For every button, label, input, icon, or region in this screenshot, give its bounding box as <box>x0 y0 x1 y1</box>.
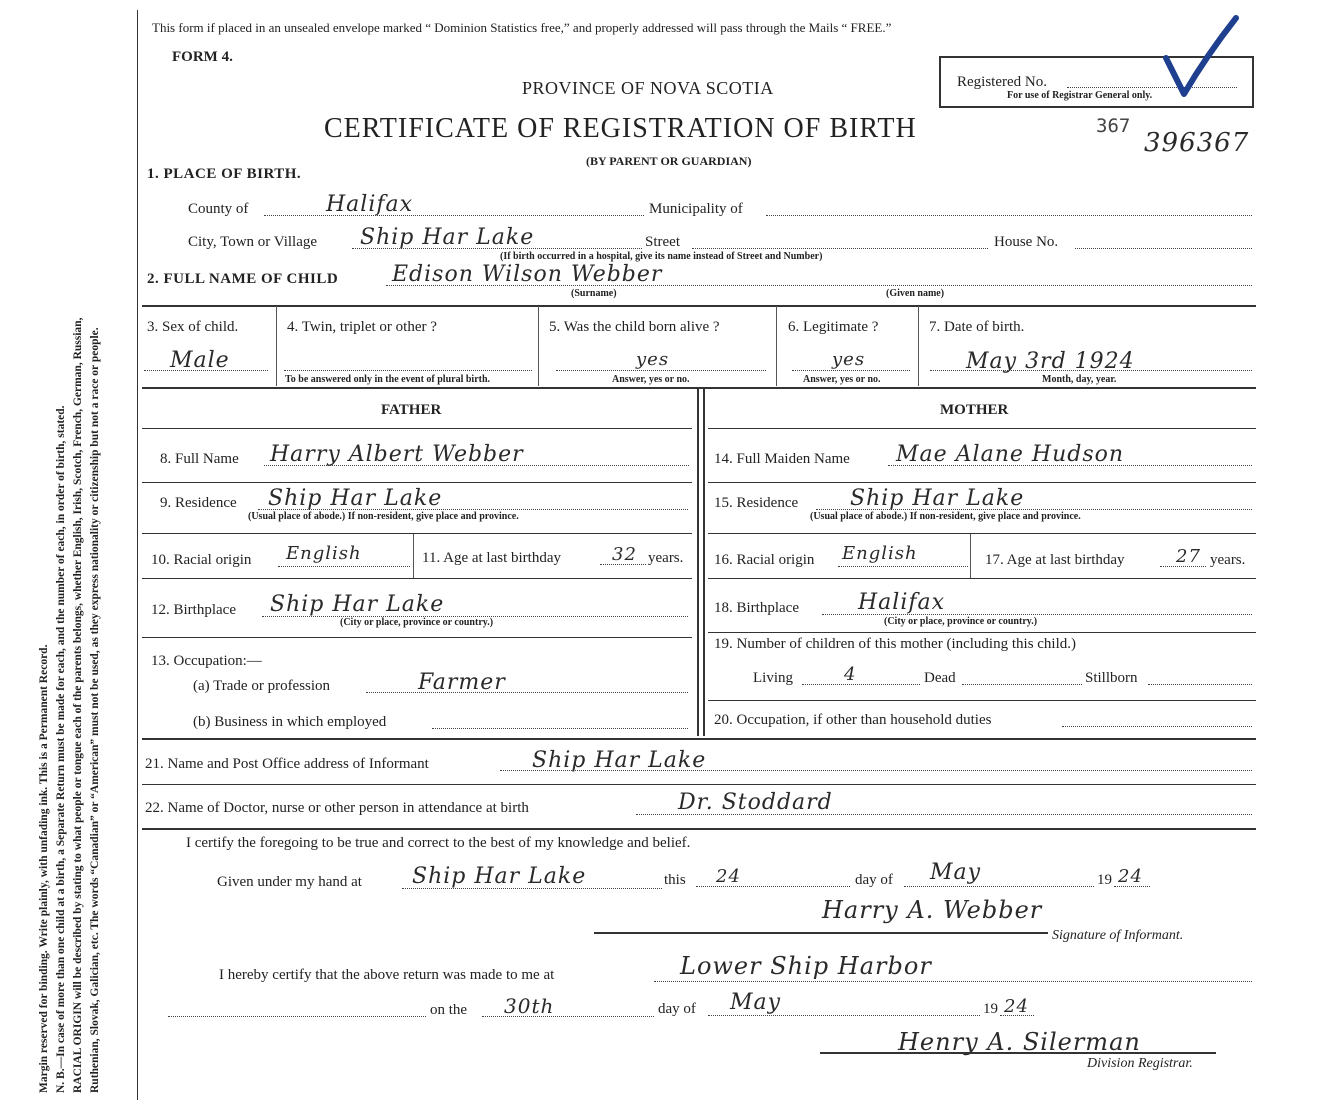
municipality-label: Municipality of <box>649 201 743 217</box>
margin-line-3: RACIAL ORIGIN will be described by stating to what people or tongue each of the parents belongs, whether English, Irish, Scotch, French, German, Russian, <box>72 317 84 1093</box>
registrar-on-label: on the <box>430 1002 468 1018</box>
informant-value: Ship Har Lake <box>532 748 707 773</box>
certificate-subtitle: (BY PARENT OR GUARDIAN) <box>586 154 752 168</box>
margin-line-4: Ruthenian, Slovak, Galician, etc. The words “Canadian” or “American” must not be used, as they express nationality or citizenship but not a race or people. <box>89 327 101 1093</box>
given-year-prefix: 19 <box>1097 872 1112 888</box>
father-residence-value: Ship Har Lake <box>268 486 443 511</box>
living-value: 4 <box>844 664 857 685</box>
mother-residence-label: 15. Residence <box>714 495 799 511</box>
mother-race-label: 16. Racial origin <box>714 552 815 568</box>
full-name-label: 2. FULL NAME OF CHILD <box>147 271 339 287</box>
registrar-year-suffix: 24 <box>1004 996 1029 1017</box>
registered-label: Registered No. <box>957 74 1047 90</box>
sex-value: Male <box>170 348 230 373</box>
binding-margin <box>0 0 140 1107</box>
born-alive-value: yes <box>636 349 670 370</box>
margin-instructions <box>36 13 104 1093</box>
surname-note: (Surname) <box>571 288 617 299</box>
trade-label: (a) Trade or profession <box>193 678 331 694</box>
certificate-title: CERTIFICATE OF REGISTRATION OF BIRTH <box>324 113 917 144</box>
county-label: County of <box>188 201 249 217</box>
checkmark-icon <box>1160 14 1240 104</box>
registrar-place-value: Lower Ship Harbor <box>680 952 932 980</box>
father-name-label: 8. Full Name <box>160 451 239 467</box>
legitimate-value: yes <box>832 349 866 370</box>
mother-birthplace-value: Halifax <box>858 590 946 615</box>
mother-birthplace-label: 18. Birthplace <box>714 600 799 616</box>
house-number-label: House No. <box>994 234 1059 250</box>
mother-age-value: 27 <box>1176 546 1201 567</box>
date-of-birth-note: Month, day, year. <box>1042 374 1117 385</box>
hospital-note: (If birth occurred in a hospital, give its name instead of Street and Number) <box>500 251 823 262</box>
given-day-value: 24 <box>716 866 741 887</box>
sex-label: 3. Sex of child. <box>147 319 239 335</box>
mail-notice: This form if placed in an unsealed envelope marked “ Dominion Statistics free,” and properly addressed will pass through the Mails “ FREE.” <box>152 20 892 35</box>
father-years-label: years. <box>648 550 684 566</box>
father-occupation-label: 13. Occupation:— <box>151 653 262 669</box>
registrar-year-prefix: 19 <box>983 1001 998 1017</box>
registrar-signature-label: Division Registrar. <box>1087 1056 1193 1071</box>
born-alive-label: 5. Was the child born alive ? <box>549 319 720 335</box>
mother-birthplace-note: (City or place, province or country.) <box>884 616 1038 627</box>
mother-residence-note: (Usual place of abode.) If non-resident, give place and province. <box>810 511 1081 522</box>
registered-note: For use of Registrar General only. <box>1007 90 1153 101</box>
father-race-label: 10. Racial origin <box>151 552 252 568</box>
this-label: this <box>664 872 686 888</box>
child-full-name: Edison Wilson Webber <box>392 262 663 287</box>
father-race-value: English <box>286 543 362 564</box>
father-birthplace-note: (City or place, province or country.) <box>340 617 494 628</box>
father-birthplace-value: Ship Har Lake <box>270 592 445 617</box>
given-name-note: (Given name) <box>886 288 945 299</box>
parents-divider <box>697 389 699 736</box>
legitimate-label: 6. Legitimate ? <box>788 319 879 335</box>
registrar-day-value: 30th <box>504 994 555 1018</box>
legitimate-note: Answer, yes or no. <box>803 374 881 385</box>
registrar-month-value: May <box>730 990 782 1015</box>
date-of-birth-value: May 3rd 1924 <box>966 349 1135 374</box>
given-month-value: May <box>930 860 982 885</box>
mother-name-label: 14. Full Maiden Name <box>714 451 850 467</box>
twin-label: 4. Twin, triplet or other ? <box>287 319 437 335</box>
father-residence-note: (Usual place of abode.) If non-resident, give place and province. <box>248 511 519 522</box>
father-name-value: Harry Albert Webber <box>270 442 524 467</box>
margin-rule <box>137 10 138 1100</box>
informant-label: 21. Name and Post Office address of Informant <box>145 756 429 772</box>
informant-signature: Harry A. Webber <box>822 896 1043 924</box>
father-residence-label: 9. Residence <box>160 495 237 511</box>
twin-note: To be answered only in the event of plural birth. <box>285 374 491 385</box>
attendant-label: 22. Name of Doctor, nurse or other person in attendance at birth <box>145 800 529 816</box>
born-alive-note: Answer, yes or no. <box>612 374 690 385</box>
mother-age-label: 17. Age at last birthday <box>985 552 1125 568</box>
mother-heading: MOTHER <box>940 402 1009 418</box>
place-of-birth-label: 1. PLACE OF BIRTH. <box>147 166 302 182</box>
given-dayof-label: day of <box>855 872 893 888</box>
city-value: Ship Har Lake <box>360 225 535 250</box>
mother-name-value: Mae Alane Hudson <box>896 442 1125 467</box>
county-value: Halifax <box>326 192 414 217</box>
city-label: City, Town or Village <box>188 234 318 250</box>
stillborn-label: Stillborn <box>1085 670 1138 686</box>
given-place-value: Ship Har Lake <box>412 864 587 889</box>
stamped-number: 367 <box>1096 115 1131 137</box>
margin-line-1: Margin reserved for binding. Write plainly, with unfading ink. This is a Permanent Record. <box>38 644 50 1093</box>
mother-years-label: years. <box>1210 552 1246 568</box>
mother-residence-value: Ship Har Lake <box>850 486 1025 511</box>
father-heading: FATHER <box>381 402 442 418</box>
attendant-value: Dr. Stoddard <box>678 790 833 815</box>
registrar-signature: Henry A. Silerman <box>898 1028 1141 1056</box>
registrar-statement: I hereby certify that the above return was made to me at <box>219 967 555 983</box>
handwritten-number: 396367 <box>1144 128 1250 158</box>
father-birthplace-label: 12. Birthplace <box>151 602 236 618</box>
business-label: (b) Business in which employed <box>193 714 387 730</box>
dead-label: Dead <box>924 670 956 686</box>
mother-occupation-label: 20. Occupation, if other than household duties <box>714 712 992 728</box>
trade-value: Farmer <box>418 670 506 695</box>
registrar-dayof-label: day of <box>658 1001 696 1017</box>
province-heading: PROVINCE OF NOVA SCOTIA <box>522 78 774 98</box>
mother-race-value: English <box>842 543 918 564</box>
date-of-birth-label: 7. Date of birth. <box>929 319 1025 335</box>
father-age-value: 32 <box>612 544 637 565</box>
margin-line-2: N. B.—In case of more than one child at a birth, a Separate Return must be made for each, and the number of each, in order of birth, stated. <box>55 405 67 1093</box>
informant-signature-label: Signature of Informant. <box>1052 928 1184 943</box>
form-number: FORM 4. <box>172 49 233 65</box>
certify-statement: I certify the foregoing to be true and correct to the best of my knowledge and belief. <box>186 835 691 851</box>
children-count-label: 19. Number of children of this mother (including this child.) <box>714 636 1077 652</box>
given-year-suffix: 24 <box>1118 866 1143 887</box>
living-label: Living <box>753 670 793 686</box>
given-under-label: Given under my hand at <box>217 874 362 890</box>
father-age-label: 11. Age at last birthday <box>422 550 561 566</box>
street-label: Street <box>645 234 680 250</box>
